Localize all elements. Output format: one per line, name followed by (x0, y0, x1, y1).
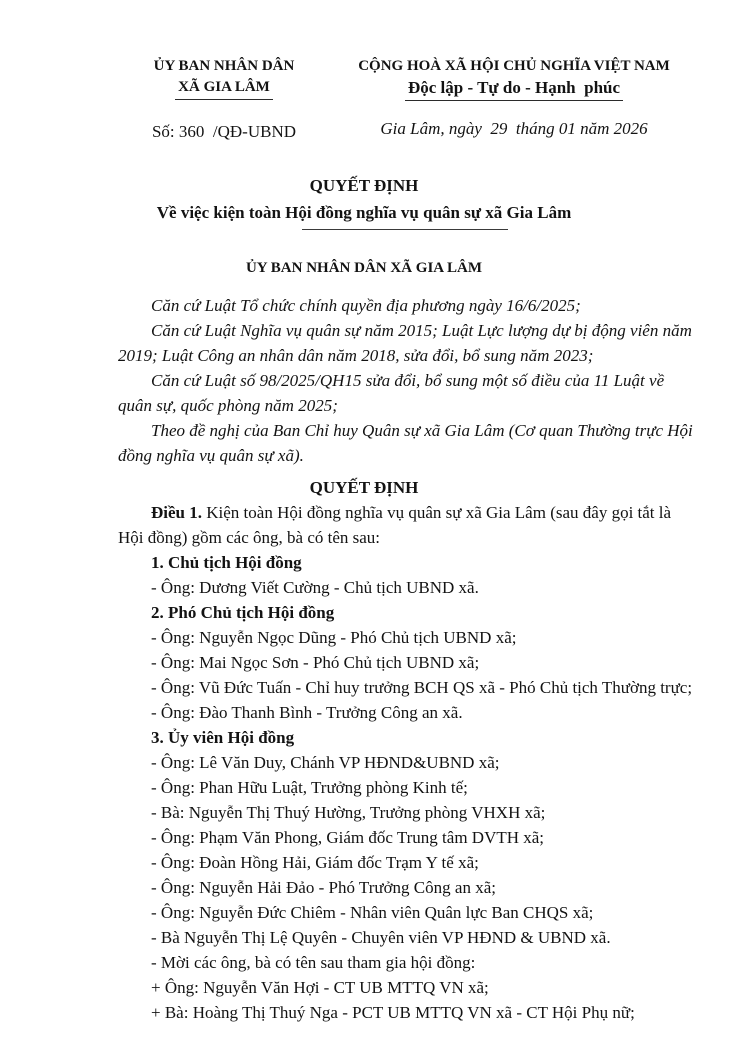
issuing-authority: ỦY BAN NHÂN DÂN XÃ GIA LÂM (245, 260, 483, 276)
place-and-date: Gia Lâm, ngày 29 tháng 01 năm 2026 (380, 119, 648, 138)
section-heading: 1. Chủ tịch Hội đồng (151, 553, 302, 572)
document-subject: Về việc kiện toàn Hội đồng nghĩa vụ quân sự xã Gia Lâm (156, 203, 572, 222)
member-line: - Bà: Nguyễn Thị Thuý Hường, Trưởng phòng VHXH xã; (151, 803, 546, 822)
national-motto-line1: CỘNG HOÀ XÃ HỘI CHỦ NGHĨA VIỆT NAM (358, 58, 670, 74)
document-type-title: QUYẾT ĐỊNH (309, 176, 419, 195)
preamble-clause: Căn cứ Luật số 98/2025/QH15 sửa đổi, bổ sung một số điều của 11 Luật về quân sự, quốc phòng năm 2025; (118, 371, 665, 415)
section-vice-chairmen (118, 600, 698, 725)
member-line: - Ông: Vũ Đức Tuấn - Chỉ huy trưởng BCH QS xã - Phó Chủ tịch Thường trực; (151, 678, 693, 697)
member-line: - Ông: Đào Thanh Bình - Trưởng Công an xã. (151, 703, 463, 722)
section-members (118, 725, 698, 1025)
member-line: - Mời các ông, bà có tên sau tham gia hội đồng: (151, 953, 476, 972)
title-block (118, 173, 610, 279)
member-line: - Ông: Phạm Văn Phong, Giám đốc Trung tâm DVTH xã; (151, 828, 545, 847)
section-heading: 3. Ủy viên Hội đồng (151, 728, 295, 747)
section-heading: 2. Phó Chủ tịch Hội đồng (151, 603, 335, 622)
national-motto-line2-wrap (330, 77, 698, 101)
member-line: - Bà Nguyễn Thị Lệ Quyên - Chuyên viên VP HĐND & UBND xã. (151, 928, 611, 947)
decision-heading-wrap (118, 475, 610, 500)
member-line: - Ông: Dương Viết Cường - Chủ tịch UBND xã. (151, 578, 479, 597)
member-line: - Ông: Nguyễn Hải Đảo - Phó Trưởng Công an xã; (151, 878, 496, 897)
article-1 (118, 500, 698, 550)
member-line: + Ông: Nguyễn Văn Hợi - CT UB MTTQ VN xã; (151, 978, 489, 997)
member-line: - Ông: Nguyễn Đức Chiêm - Nhân viên Quân lực Ban CHQS xã; (151, 903, 594, 922)
decision-heading: QUYẾT ĐỊNH (309, 478, 419, 497)
document-header (118, 56, 698, 143)
document-number: Số: 360 /QĐ-UBND (151, 122, 297, 141)
subject-underline (302, 229, 508, 230)
member-line: - Ông: Mai Ngọc Sơn - Phó Chủ tịch UBND xã; (151, 653, 480, 672)
issuer-block (118, 56, 330, 143)
preamble (118, 293, 698, 468)
preamble-clause: Theo đề nghị của Ban Chỉ huy Quân sự xã Gia Lâm (Cơ quan Thường trực Hội đồng nghĩa vụ quân sự xã). (118, 421, 693, 465)
preamble-clause: Căn cứ Luật Tổ chức chính quyền địa phương ngày 16/6/2025; (151, 296, 581, 315)
article-1-text: Kiện toàn Hội đồng nghĩa vụ quân sự xã Gia Lâm (sau đây gọi tắt là Hội đồng) gồm các ông, bà có tên sau: (118, 503, 672, 547)
preamble-clause: Căn cứ Luật Nghĩa vụ quân sự năm 2015; Luật Lực lượng dự bị động viên năm 2019; Luật Công an nhân dân năm 2018, sửa đổi, bổ sung năm 2023; (118, 321, 692, 365)
member-line: - Ông: Nguyễn Ngọc Dũng - Phó Chủ tịch UBND xã; (151, 628, 517, 647)
member-line: + Bà: Hoàng Thị Thuý Nga - PCT UB MTTQ VN xã - CT Hội Phụ nữ; (151, 1003, 635, 1022)
member-line: - Ông: Phan Hữu Luật, Trưởng phòng Kinh tế; (151, 778, 468, 797)
national-motto-block (330, 56, 698, 140)
section-chairman (118, 550, 698, 600)
issuer-name-line2-wrap (118, 77, 330, 100)
national-motto-line2: Độc lập - Tự do - Hạnh phúc (405, 77, 623, 101)
member-line: - Ông: Đoàn Hồng Hải, Giám đốc Trạm Y tế xã; (151, 853, 479, 872)
issuer-name-line1: ỦY BAN NHÂN DÂN (153, 58, 295, 74)
article-1-label: Điều 1. (151, 503, 202, 522)
member-line: - Ông: Lê Văn Duy, Chánh VP HĐND&UBND xã; (151, 753, 500, 772)
issuer-name-line2: XÃ GIA LÂM (175, 77, 273, 100)
